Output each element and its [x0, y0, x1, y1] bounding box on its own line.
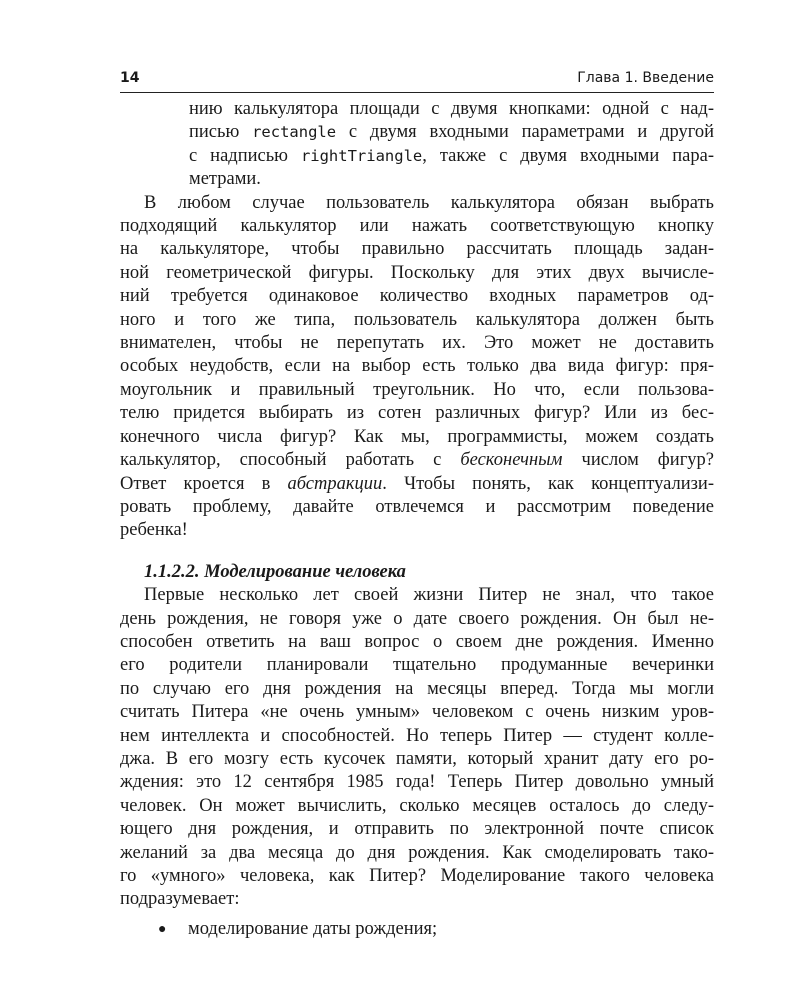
text-line: го «умного» человека, как Питер? Моделирование такого человека — [120, 866, 714, 886]
paragraph-calculator — [120, 192, 714, 543]
text-line: Ответ кроется в абстракции. Чтобы понять, как концептуализи- — [120, 473, 714, 494]
text-line: писью rectangle с двумя входными параметрами и другой — [189, 122, 714, 143]
text-line: по случаю его дня рождения на месяцы вперед. Тогда мы могли — [120, 678, 714, 699]
text-line: В любом случае пользователь калькулятора обязан выбрать — [144, 192, 714, 213]
text-line: способен ответить на ваш вопрос о своем дне рождения. Именно — [120, 631, 714, 652]
emphasis-abstraction: абстракции — [287, 473, 383, 494]
text-line: человек. Он может вычислить, сколько месяцев осталось до следу- — [120, 795, 714, 816]
page-number: 14 — [120, 70, 140, 86]
running-head — [120, 70, 714, 86]
code-rectangle: rectangle — [252, 123, 337, 142]
text-line: моугольник и правильный треугольник. Но что, если пользова- — [120, 379, 714, 400]
text-line: считать Питера «не очень умным» человеком с очень низким уров- — [120, 702, 714, 723]
text-line: желаний за два месяца до дня рождения. Как смоделировать тако- — [120, 842, 714, 863]
text-line: подразумевает: — [120, 889, 240, 910]
body-text — [120, 98, 714, 941]
bullet-icon: ● — [158, 921, 167, 937]
text-line: внимателен, чтобы не перепутать их. Это может не доставить — [120, 333, 714, 354]
text-line: Первые несколько лет своей жизни Питер не знал, что такое — [144, 585, 714, 606]
emphasis-infinite: бесконечным — [460, 450, 563, 471]
text-line: ний требуется одинаковое количество входных параметров од- — [120, 286, 714, 307]
text-line: с надписью rightTriangle, также с двумя входными пара- — [189, 145, 714, 166]
list-item — [158, 918, 714, 941]
text-line: ровать проблему, давайте отвлечемся и рассмотрим поведение — [120, 496, 714, 517]
text-line: ющего дня рождения, и отправить по электронной почте список — [120, 819, 714, 840]
list-item-text: моделирование даты рождения; — [188, 918, 438, 939]
text-line: ребенка! — [120, 520, 188, 541]
section-heading: 1.1.2.2. Моделирование человека — [144, 561, 406, 582]
text-line: конечного числа фигур? Как мы, программисты, можем создать — [120, 426, 714, 447]
text-line: особых неудобств, если на выбор есть только два вида фигур: пря- — [120, 356, 714, 377]
code-right-triangle: rightTriangle — [300, 146, 423, 165]
text-line: телю придется выбирать из сотен различных фигур? Или из бес- — [120, 403, 714, 424]
text-line: день рождения, не говоря уже о дате своего рождения. Он был не- — [120, 608, 714, 629]
chapter-title: Глава 1. Введение — [577, 70, 714, 86]
text-line: нем интеллекта и способностей. Но теперь Питер — студент колле- — [120, 725, 714, 746]
text-line: ждения: это 12 сентября 1985 года! Теперь Питер довольно умный — [120, 772, 714, 793]
continuation-paragraph — [189, 98, 714, 192]
text-line: калькулятор, способный работать с бесконечным числом фигур? — [120, 450, 714, 471]
text-line: его родители планировали тщательно продуманные вечеринки — [120, 655, 714, 676]
text-line: нию калькулятора площади с двумя кнопками: одной с над- — [189, 99, 714, 119]
text-line: на калькуляторе, чтобы правильно рассчитать площадь задан- — [120, 239, 714, 260]
text-line: ной геометрической фигуры. Поскольку для этих двух вычисле- — [120, 262, 714, 283]
header-rule — [120, 92, 714, 93]
text-line: джа. В его мозгу есть кусочек памяти, который хранит дату его ро- — [120, 748, 714, 769]
text-line: подходящий калькулятор или нажать соответствующую кнопку — [120, 216, 714, 237]
text-line: ного и того же типа, пользователь калькулятора должен быть — [120, 309, 714, 330]
text-line: метрами. — [189, 169, 261, 190]
paragraph-modeling-person — [120, 584, 714, 912]
